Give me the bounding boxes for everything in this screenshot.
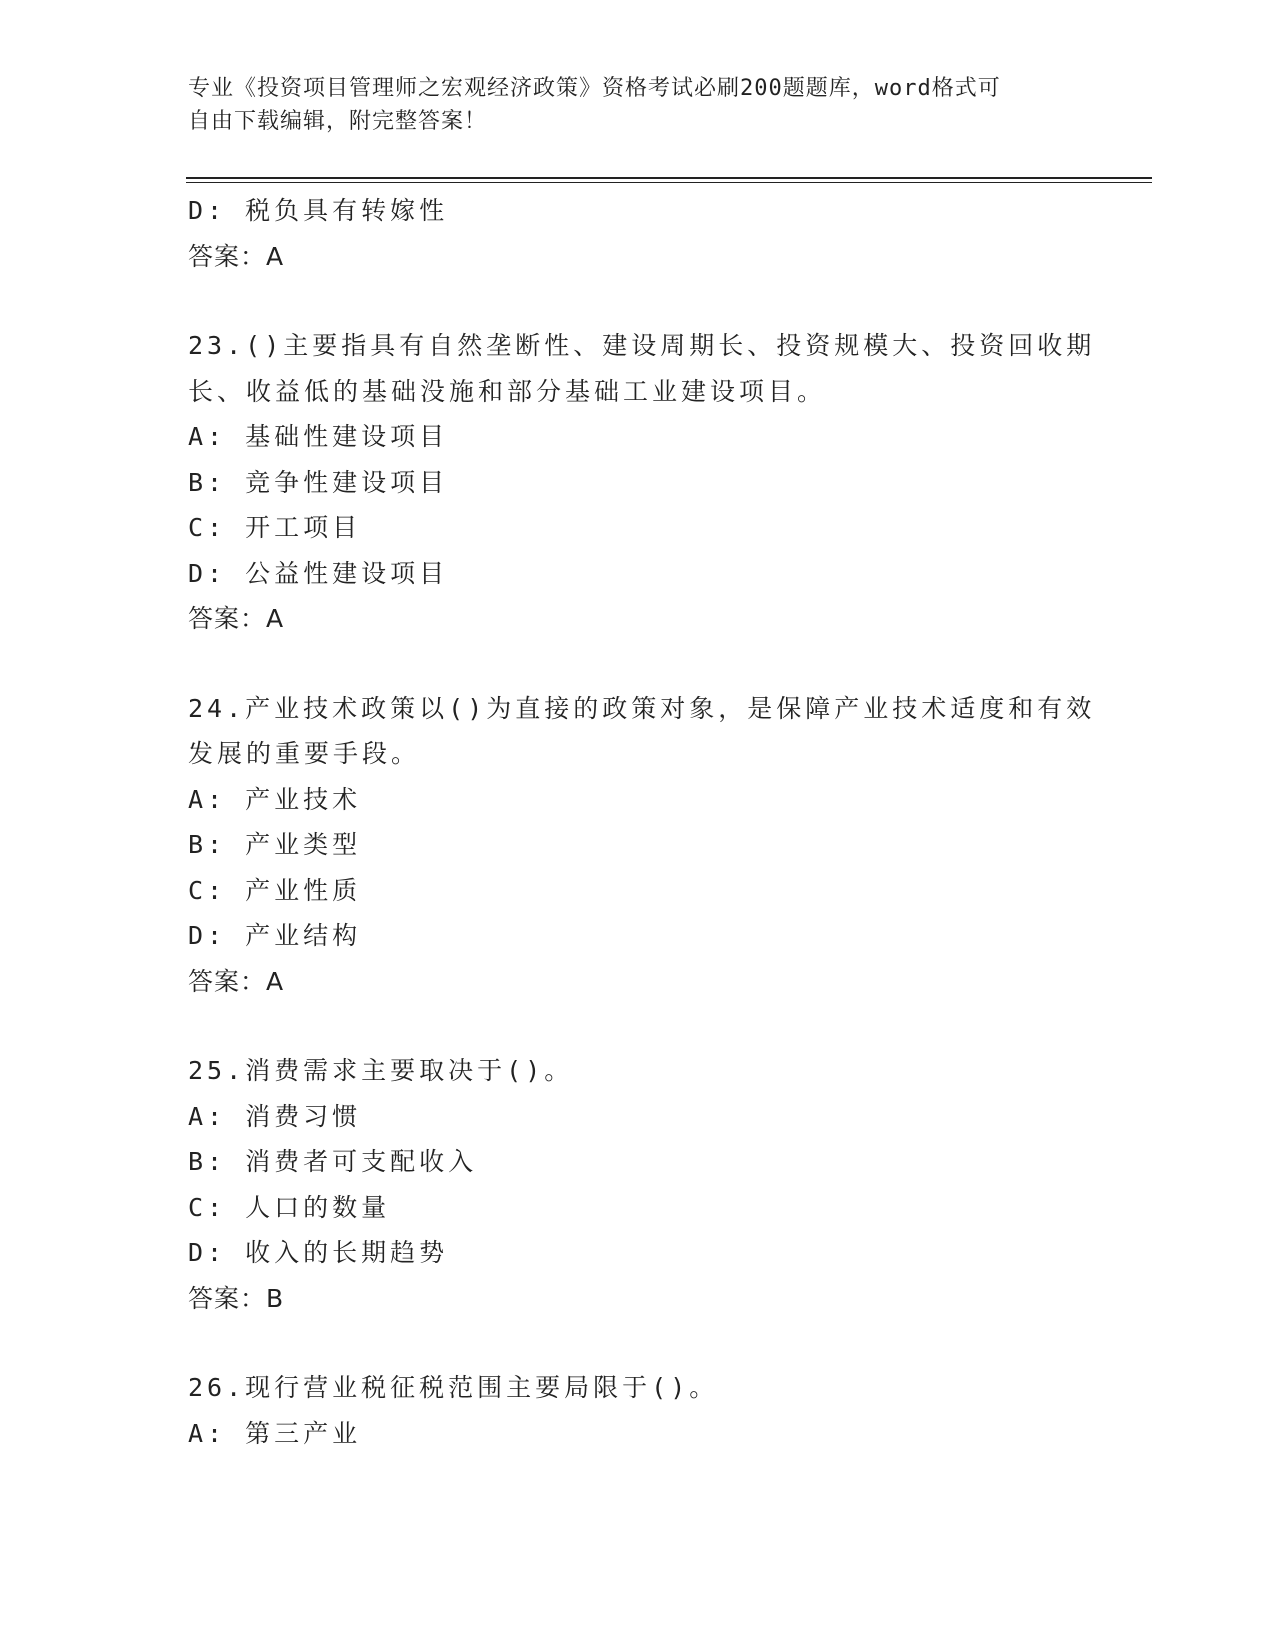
answer: 答案：A: [188, 604, 285, 633]
header-line-2: 自由下载编辑，附完整答案！: [188, 109, 488, 134]
question-26: [188, 1365, 1088, 1456]
option-c: C: 产业性质: [188, 875, 362, 905]
question-22-tail: [188, 188, 1088, 279]
option-a: A: 第三产业: [188, 1418, 362, 1448]
option-d: D: 税负具有转嫁性: [188, 196, 449, 225]
option-b: B: 竞争性建设项目: [188, 467, 449, 497]
option-d: D: 收入的长期趋势: [188, 1238, 449, 1267]
question-stem: 25.消费需求主要取决于()。: [188, 1056, 574, 1085]
answer: 答案：A: [188, 966, 285, 996]
document-header: [188, 72, 1088, 138]
option-b: B: 产业类型: [188, 830, 362, 859]
question-stem: 23.()主要指具有自然垄断性、建设周期长、投资规模大、投资回收期: [188, 331, 1096, 360]
header-divider-thick: [186, 177, 1152, 179]
option-d: D: 产业结构: [188, 921, 362, 950]
option-a: A: 产业技术: [188, 784, 362, 814]
header-divider-thin: [186, 182, 1152, 183]
question-stem: 24.产业技术政策以()为直接的政策对象，是保障产业技术适度和有效: [188, 693, 1096, 723]
answer: 答案：A: [188, 241, 285, 271]
option-d: D: 公益性建设项目: [188, 558, 449, 588]
question-list: [188, 188, 1096, 1456]
option-c: C: 开工项目: [188, 513, 362, 542]
option-b: B: 消费者可支配收入: [188, 1147, 478, 1176]
question-25: [188, 1048, 1088, 1321]
answer: 答案：B: [188, 1283, 285, 1313]
option-c: C: 人口的数量: [188, 1192, 391, 1222]
question-stem-cont: 长、收益低的基础没施和部分基础工业建设项目。: [188, 376, 827, 406]
question-23: [188, 323, 1096, 642]
option-a: A: 基础性建设项目: [188, 422, 449, 451]
option-a: A: 消费习惯: [188, 1101, 362, 1131]
header-line-1: 专业《投资项目管理师之宏观经济政策》资格考试必刷200题题库，word格式可: [188, 76, 1001, 101]
question-stem: 26.现行营业税征税范围主要局限于()。: [188, 1373, 719, 1402]
question-24: [188, 686, 1096, 1005]
question-stem-cont: 发展的重要手段。: [188, 739, 421, 768]
